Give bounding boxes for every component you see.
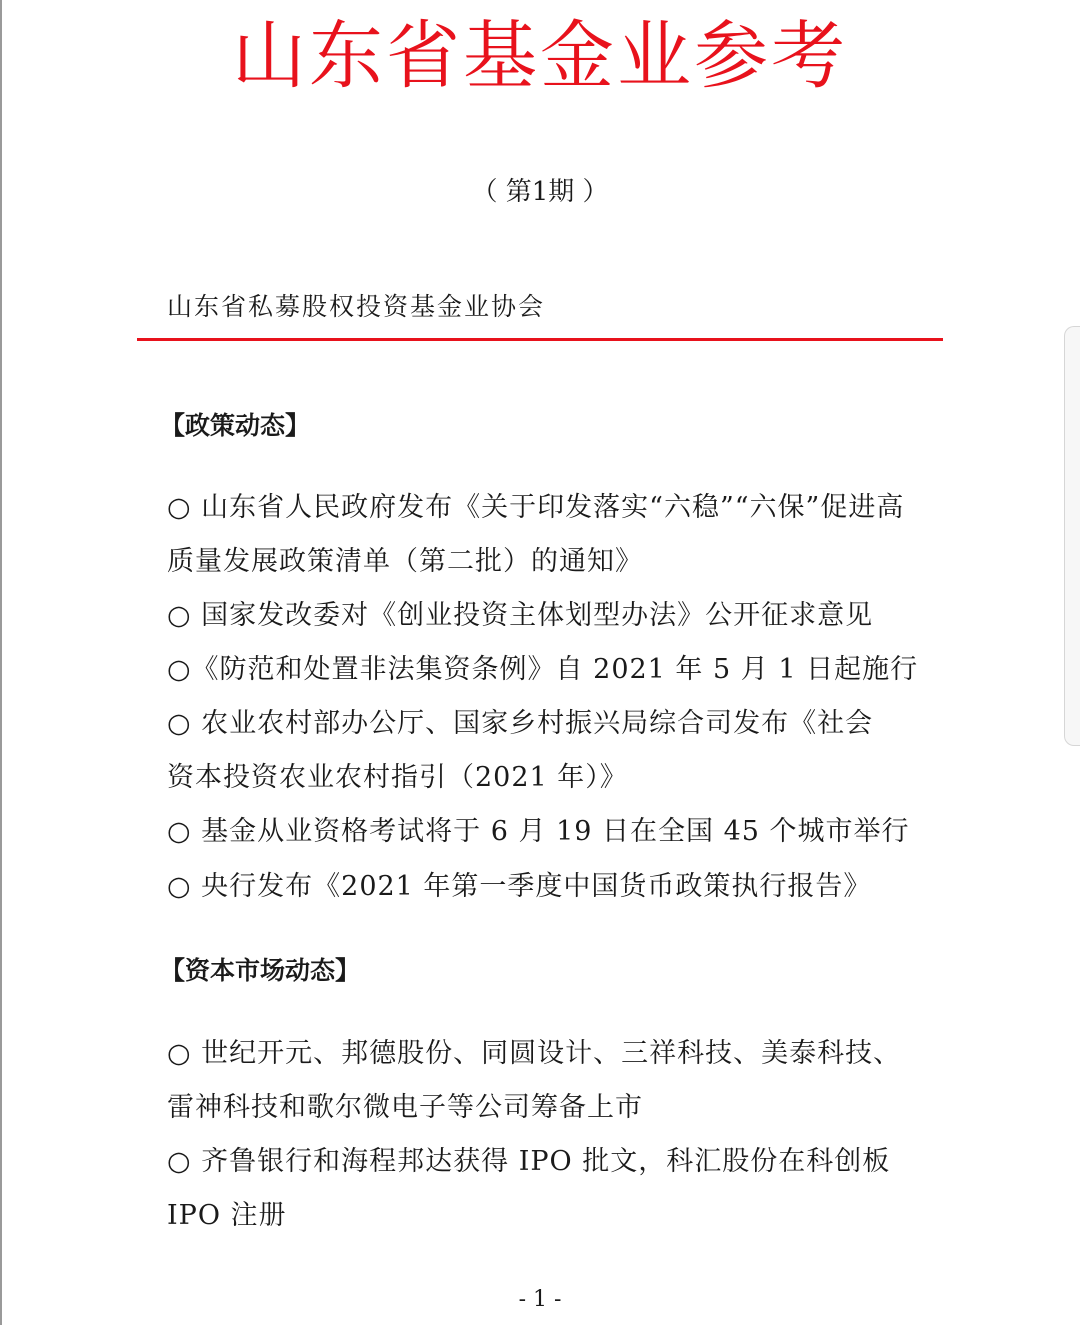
section-heading-policy: 【政策动态】 (160, 411, 311, 440)
list-item (167, 643, 927, 697)
scroll-handle[interactable] (1064, 326, 1080, 746)
list-item-line: IPO 注册 (167, 1200, 287, 1231)
list-item-line: ○ 山东省人民政府发布《关于印发落实“六稳”“六保”促进高 (167, 492, 905, 523)
list-item-line: ○ 国家发改委对《创业投资主体划型办法》公开征求意见 (167, 600, 874, 631)
list-item (167, 860, 927, 914)
list-item (167, 481, 927, 589)
page-number: - 1 - (518, 1287, 562, 1312)
list-item (167, 697, 927, 805)
list-item (167, 805, 927, 859)
list-item-line: ○ 基金从业资格考试将于 6 月 19 日在全国 45 个城市举行 (167, 816, 910, 847)
organization-name: 山东省私募股权投资基金业协会 (167, 292, 546, 321)
list-item-line: 质量发展政策清单（第二批）的通知》 (167, 546, 643, 577)
issue-number: （ 第1期 ） (471, 177, 609, 207)
list-item-line: 资本投资农业农村指引（2021 年）》 (167, 762, 628, 793)
list-item-line: 雷神科技和歌尔微电子等公司筹备上市 (167, 1092, 643, 1123)
list-item (167, 1027, 927, 1135)
list-item-line: ○ 农业农村部办公厅、国家乡村振兴局综合司发布《社会 (167, 708, 874, 739)
section-heading-capital-market: 【资本市场动态】 (160, 956, 361, 985)
document-title: 山东省基金业参考 (232, 13, 848, 99)
list-item (167, 1135, 927, 1243)
header-divider (137, 338, 943, 341)
list-item-line: ○《防范和处置非法集资条例》自 2021 年 5 月 1 日起施行 (167, 654, 919, 685)
list-item (167, 589, 927, 643)
list-item-line: ○ 央行发布《2021 年第一季度中国货币政策执行报告》 (167, 871, 872, 902)
list-item-line: ○ 齐鲁银行和海程邦达获得 IPO 批文，科汇股份在科创板 (167, 1146, 891, 1177)
list-item-line: ○ 世纪开元、邦德股份、同圆设计、三祥科技、美泰科技、 (167, 1038, 902, 1069)
